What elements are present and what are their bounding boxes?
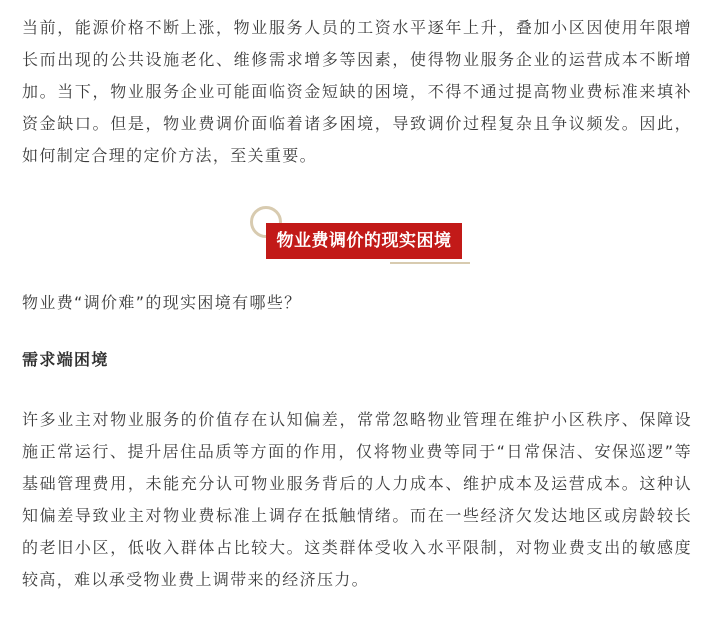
body-paragraph: 许多业主对物业服务的价值存在认知偏差，常常忽略物业管理在维护小区秩序、保障设施正常运行、提升居住品质等方面的作用，仅将物业费等同于“日常保洁、安保巡逻”等基础管理费用，未能充分认可物业服务背后的人力成本、维护成本及运营成本。这种认知偏差导致业主对物业费标准上调存在抵触情绪。而在一些经济欠发达地区或房龄较长的老旧小区，低收入群体占比较大。这类群体受收入水平限制，对物业费支出的敏感度较高，难以承受物业费上调带来的经济压力。 bbox=[22, 410, 692, 589]
section-heading: 物业费调价的现实困境 bbox=[266, 223, 462, 259]
question-text: 物业费“调价难”的现实困境有哪些？ bbox=[22, 293, 302, 312]
subheading: 需求端困境 bbox=[22, 350, 109, 369]
intro-paragraph: 当前，能源价格不断上涨，物业服务人员的工资水平逐年上升，叠加小区因使用年限增长而出现的公共设施老化、维修需求增多等因素，使得物业服务企业的运营成本不断增加。当下，物业服务企业可能面临资金短缺的困境，不得不通过提高物业费标准来填补资金缺口。但是，物业费调价面临着诸多困境，导致调价过程复杂且争议频发。因此，如何制定合理的定价方法，至关重要。 bbox=[22, 18, 692, 165]
section-heading-banner bbox=[250, 206, 470, 268]
decorative-underline bbox=[390, 262, 470, 264]
